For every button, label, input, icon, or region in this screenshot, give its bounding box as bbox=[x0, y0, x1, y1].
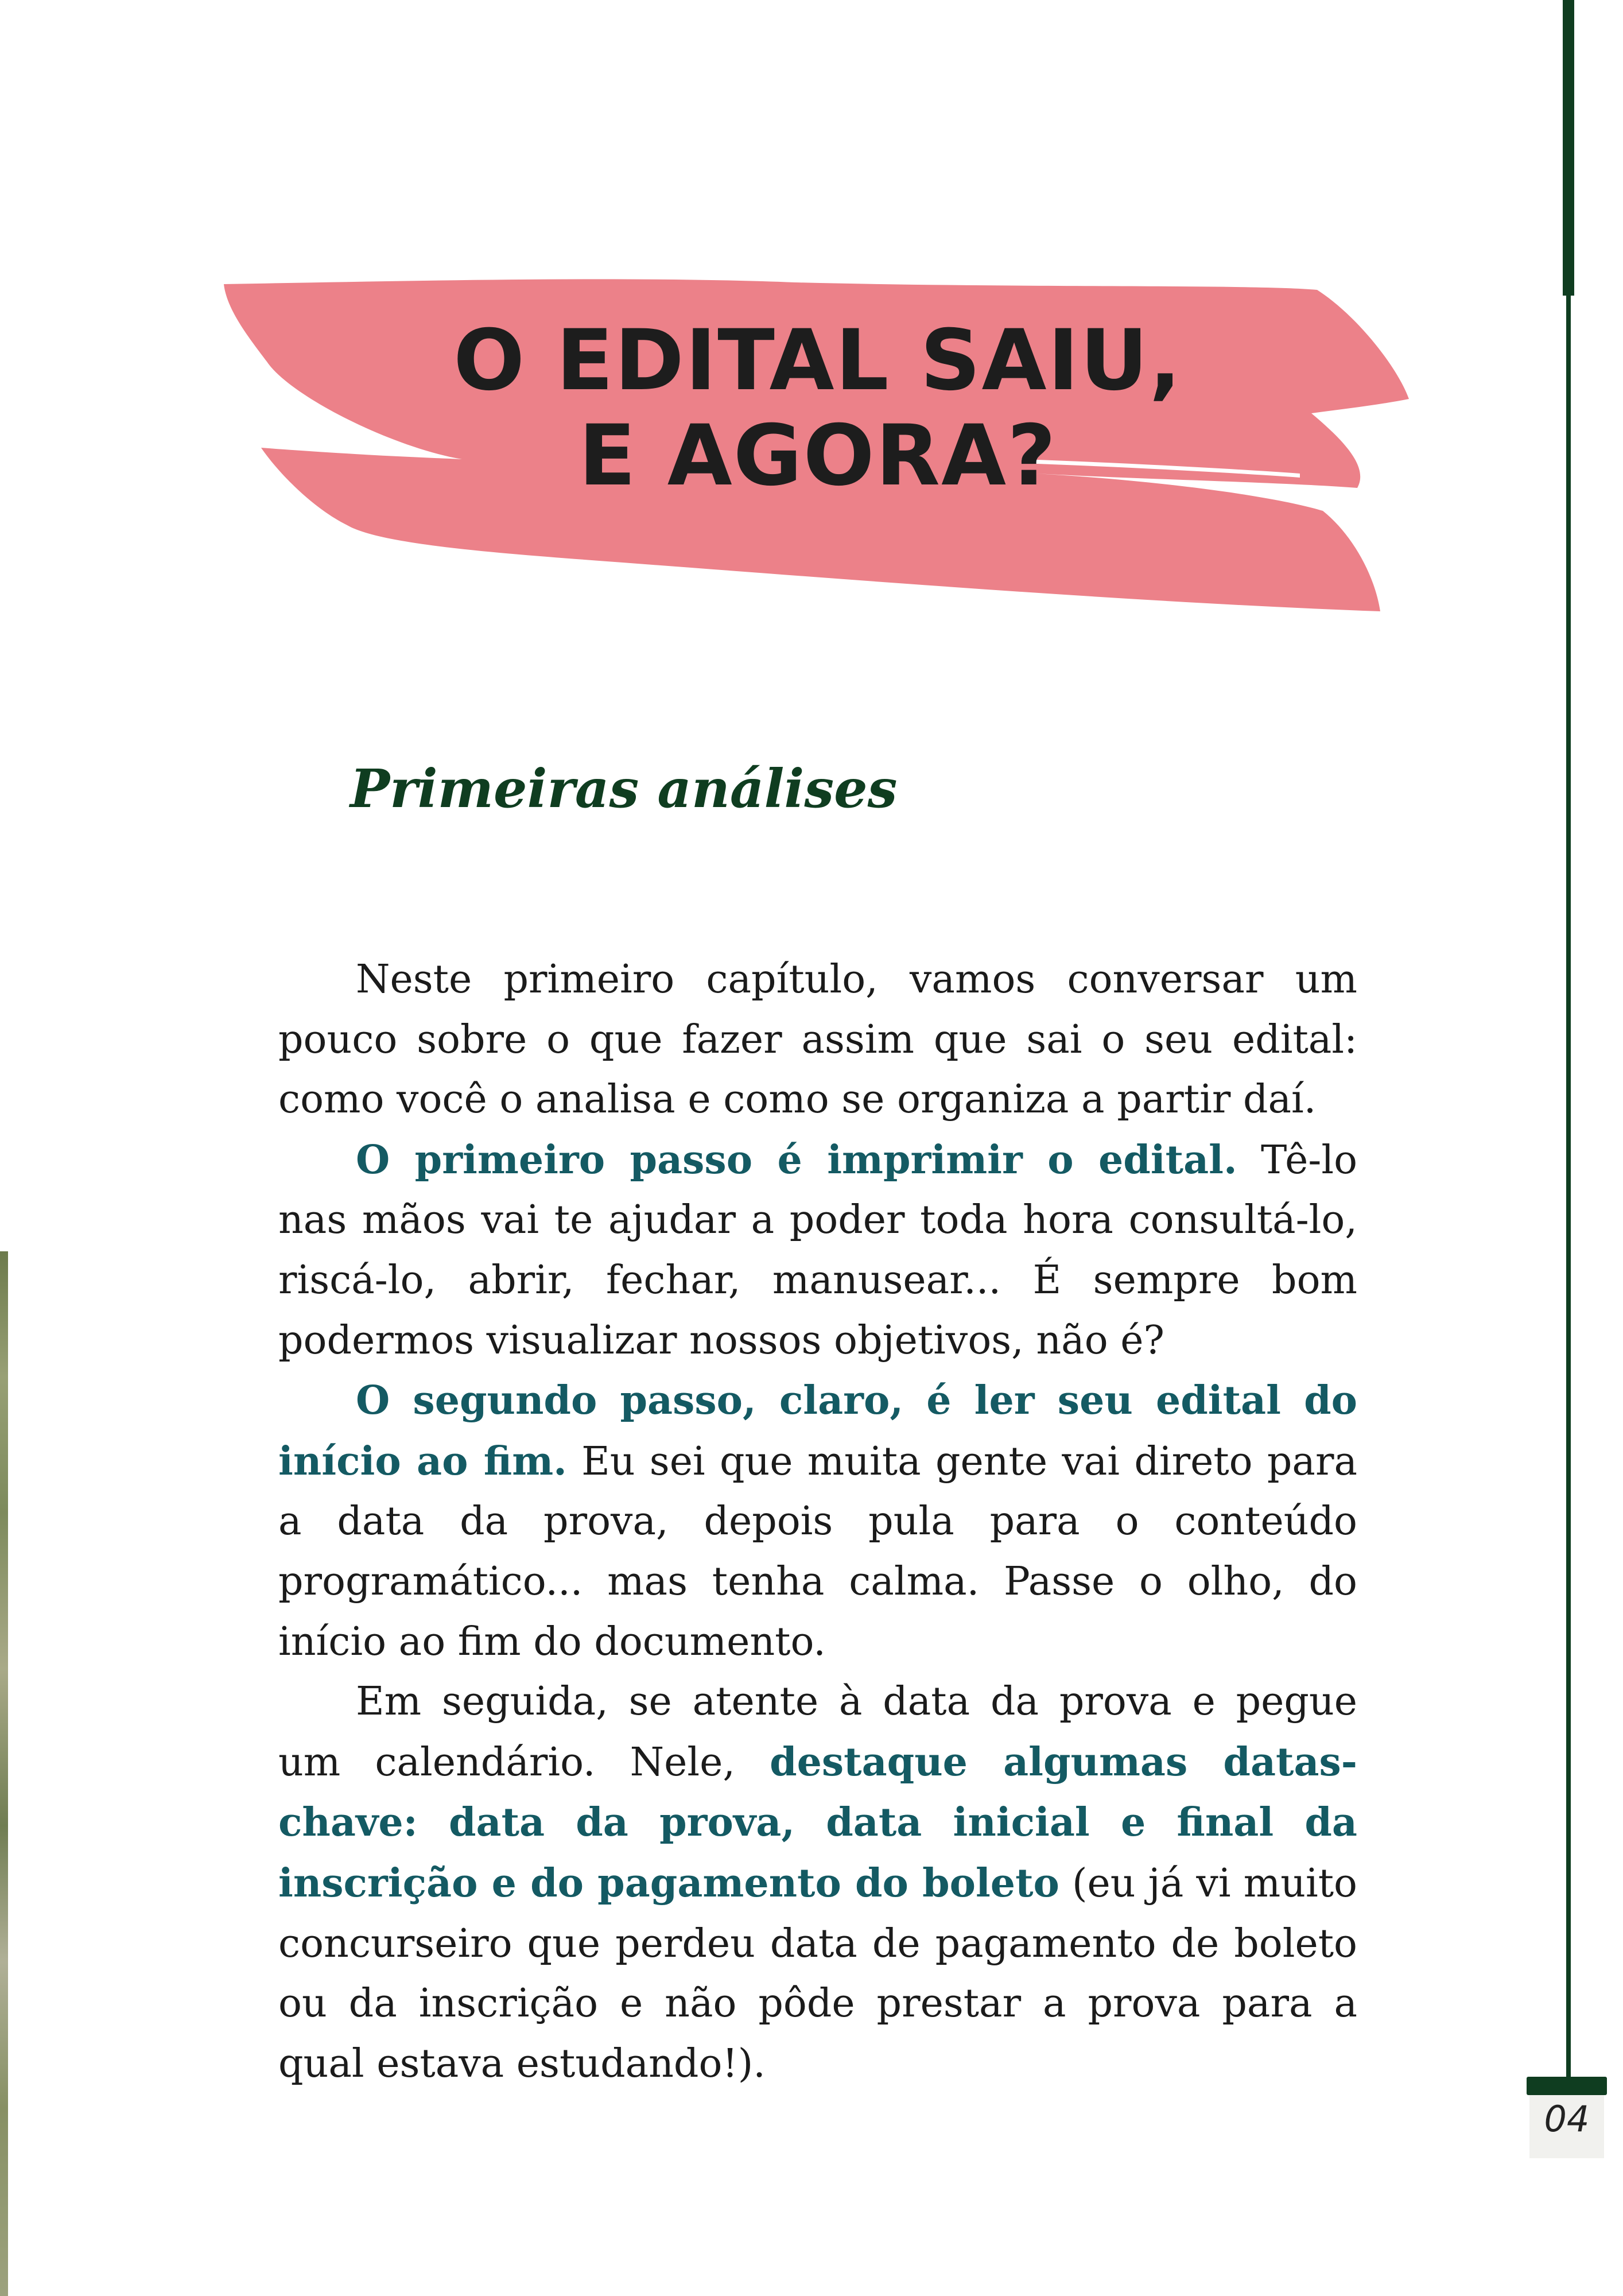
paragraph-4 bbox=[278, 1672, 1357, 2094]
paragraph-3 bbox=[278, 1371, 1357, 1672]
paragraph-2-text: Tê-lo nas mãos vai te ajudar a poder toda hora consultá-lo, riscá-lo, abrir, fechar, manusear... É sempre bom podermos visualizar nossos objetivos, não é? bbox=[278, 1137, 1358, 1363]
paragraph-2 bbox=[278, 1130, 1357, 1371]
chapter-title-line-1: O EDITAL SAIU, bbox=[453, 312, 1182, 409]
margin-rule-top bbox=[1563, 0, 1574, 296]
page-number-cap bbox=[1527, 2077, 1607, 2095]
body-text bbox=[278, 950, 1357, 2094]
paragraph-1-text: Neste primeiro capítulo, vamos conversar um pouco sobre o que fazer assim que sai o seu edital: como você o analisa e como se organiza a partir daí. bbox=[278, 957, 1357, 1123]
chapter-title bbox=[221, 313, 1415, 503]
paragraph-2-highlight: O primeiro passo é imprimir o edital. bbox=[356, 1137, 1237, 1183]
chapter-title-line-2: E AGORA? bbox=[578, 407, 1057, 505]
edge-photo-strip bbox=[0, 1251, 8, 2296]
section-subtitle: Primeiras análises bbox=[350, 758, 898, 820]
paragraph-3-highlight: O segundo passo, claro, é ler seu edital do início ao fim. bbox=[278, 1378, 1357, 1484]
paragraph-4-text-before: Em seguida, se atente à data da prova e pegue um calendário. Nele, bbox=[278, 1679, 1357, 1785]
page-number: 04 bbox=[1544, 2098, 1590, 2140]
paragraph-3-text: Eu sei que muita gente vai direto para a data da prova, depois pula para o conteúdo programático... mas tenha calma. Passe o olho, do início ao fim do documento. bbox=[278, 1438, 1357, 1665]
paragraph-1 bbox=[278, 950, 1357, 1130]
paragraph-4-highlight: destaque algumas datas-chave: data da prova, data inicial e final da inscrição e do pagamento do boleto bbox=[278, 1739, 1358, 1906]
paragraph-4-text-after: (eu já vi muito concurseiro que perdeu data de pagamento de boleto ou da inscrição e não pôde prestar a prova para a qual estava estudando!). bbox=[278, 1860, 1357, 2086]
margin-rule bbox=[1566, 296, 1571, 2081]
